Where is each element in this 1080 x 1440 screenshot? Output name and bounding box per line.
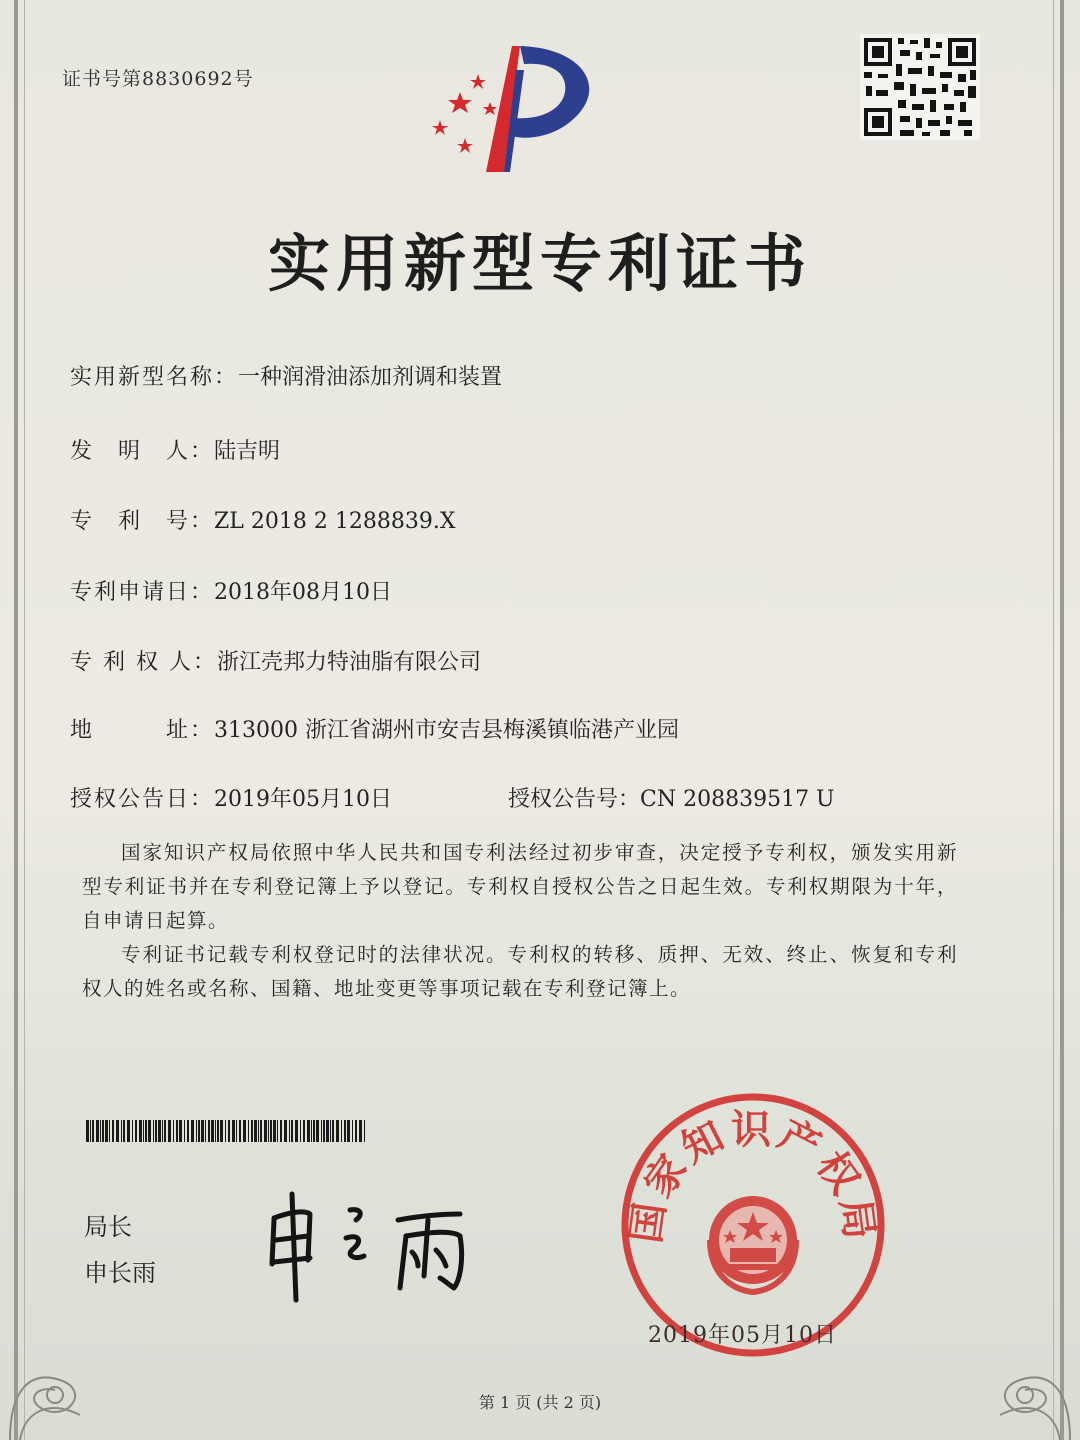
barcode-bar <box>135 1120 137 1142</box>
barcode-bar <box>307 1120 310 1142</box>
barcode-bar <box>196 1120 197 1142</box>
field-label: 发 明 人： <box>70 439 215 464</box>
barcode-bar <box>355 1120 357 1142</box>
barcode-bar <box>198 1120 200 1142</box>
field-inventor <box>70 434 280 465</box>
barcode-bar <box>121 1120 122 1142</box>
barcode-bar <box>187 1120 189 1142</box>
barcode-bar <box>132 1120 133 1142</box>
field-grant-number <box>508 782 835 813</box>
barcode-bar <box>303 1120 305 1142</box>
barcode-bar <box>300 1120 301 1142</box>
barcode-bar <box>208 1120 210 1142</box>
barcode-bar <box>148 1120 151 1142</box>
field-value: 陆吉明 <box>214 439 281 464</box>
barcode-bar <box>155 1120 157 1142</box>
barcode-bar <box>330 1120 331 1142</box>
barcode-bar <box>316 1120 319 1142</box>
barcode-bar <box>264 1120 267 1142</box>
barcode-bar <box>220 1120 223 1142</box>
field-patentee <box>70 645 481 676</box>
barcode-bar <box>228 1120 230 1142</box>
barcode-bar <box>176 1120 178 1142</box>
field-label: 专 利 权 人： <box>70 650 217 675</box>
qr-code-icon <box>860 34 980 140</box>
barcode-bar <box>251 1120 253 1142</box>
barcode-bar <box>254 1120 257 1142</box>
field-value: 313000 浙江省湖州市安吉县梅溪镇临港产业园 <box>214 718 679 743</box>
barcode-bar <box>236 1120 237 1142</box>
barcode-bar <box>173 1120 174 1142</box>
field-address <box>70 713 679 744</box>
barcode-bar <box>90 1120 91 1142</box>
barcode-bar <box>86 1120 89 1142</box>
barcode-bar <box>162 1120 163 1142</box>
barcode-bar <box>96 1120 99 1142</box>
barcode-bar <box>344 1120 346 1142</box>
barcode-bar <box>211 1120 214 1142</box>
barcode-bar <box>270 1120 272 1142</box>
field-filing-date <box>70 575 392 606</box>
barcode-bar <box>153 1120 154 1142</box>
field-patent-number <box>70 504 456 535</box>
field-value: ZL 2018 2 1288839.X <box>214 509 456 534</box>
barcode-bar <box>321 1120 322 1142</box>
barcode-bar <box>100 1120 101 1142</box>
barcode-bar <box>92 1120 94 1142</box>
field-label: 专 利 号： <box>70 509 215 534</box>
barcode-bar <box>116 1120 119 1142</box>
barcode-bar <box>205 1120 206 1142</box>
barcode-bar <box>277 1120 278 1142</box>
barcode-bar <box>273 1120 276 1142</box>
barcode-bar <box>105 1120 108 1142</box>
barcode-bar <box>347 1120 350 1142</box>
certificate-title: 实用新型专利证书 <box>267 227 812 300</box>
barcode-bar <box>112 1120 114 1142</box>
barcode-bar <box>109 1120 110 1142</box>
barcode-bar <box>243 1120 246 1142</box>
barcode-icon <box>86 1120 368 1142</box>
barcode-bar <box>323 1120 325 1142</box>
barcode-bar <box>139 1120 142 1142</box>
cnipa-logo-icon <box>420 40 610 175</box>
barcode-bar <box>168 1120 171 1142</box>
barcode-bar <box>164 1120 166 1142</box>
corner-ornament-left-icon <box>0 1290 110 1440</box>
corner-ornament-right-icon <box>970 1290 1080 1440</box>
barcode-bar <box>260 1120 262 1142</box>
barcode-bar <box>158 1120 161 1142</box>
barcode-bar <box>127 1120 130 1142</box>
field-label: 专利申请日： <box>70 580 215 605</box>
barcode-bar <box>102 1120 104 1142</box>
signatory-title: 局长 <box>84 1213 132 1241</box>
barcode-bar <box>184 1120 185 1142</box>
field-value: 2019年05月10日 <box>214 787 392 812</box>
barcode-bar <box>289 1120 290 1142</box>
barcode-bar <box>332 1120 334 1142</box>
svg-text:国家知识产权局: 国家知识产权局 <box>623 1107 883 1246</box>
page-number: 第 1 页 (共 2 页) <box>478 1393 602 1412</box>
field-utility-model-name <box>70 360 502 391</box>
paragraph-grant-statement: 国家知识产权局依照中华人民共和国专利法经过初步审查，决定授予专利权，颁发实用新型专利证书并在专利登记簿上予以登记。专利权自授权公告之日起生效。专利权期限为十年，自申请日起算。 <box>82 841 958 932</box>
barcode-bar <box>225 1120 226 1142</box>
barcode-bar <box>359 1120 362 1142</box>
field-value: 浙江壳邦力特油脂有限公司 <box>216 650 481 675</box>
barcode-bar <box>191 1120 194 1142</box>
barcode-bar <box>258 1120 259 1142</box>
barcode-bar <box>143 1120 144 1142</box>
barcode-bar <box>123 1120 125 1142</box>
barcode-bar <box>239 1120 241 1142</box>
barcode-bar <box>215 1120 216 1142</box>
handwritten-signature-icon <box>260 1180 510 1310</box>
barcode-bar <box>268 1120 269 1142</box>
barcode-bar <box>145 1120 147 1142</box>
field-label: 授权公告号： <box>508 787 641 812</box>
field-grant-date <box>70 782 392 813</box>
seal-date: 2019年05月10日 <box>648 1323 837 1348</box>
barcode-bar <box>284 1120 287 1142</box>
barcode-bar <box>336 1120 339 1142</box>
barcode-bar <box>291 1120 293 1142</box>
barcode-bar <box>248 1120 249 1142</box>
barcode-bar <box>364 1120 365 1142</box>
field-label: 实用新型名称： <box>70 365 239 390</box>
barcode-bar <box>326 1120 329 1142</box>
barcode-bar <box>341 1120 342 1142</box>
barcode-bar <box>313 1120 315 1142</box>
field-value: 一种润滑油添加剂调和装置 <box>238 365 503 390</box>
barcode-bar <box>311 1120 312 1142</box>
certificate-number: 证书号第8830692号 <box>62 68 254 90</box>
field-value: CN 208839517 U <box>640 787 835 812</box>
barcode-bar <box>295 1120 298 1142</box>
field-value: 2018年08月10日 <box>214 580 392 605</box>
barcode-bar <box>201 1120 204 1142</box>
barcode-bar <box>352 1120 353 1142</box>
signatory-name: 申长雨 <box>84 1259 156 1287</box>
barcode-bar <box>217 1120 219 1142</box>
barcode-bar <box>232 1120 235 1142</box>
field-label: 授权公告日： <box>70 787 215 812</box>
barcode-bar <box>280 1120 282 1142</box>
field-label: 地 址： <box>70 718 215 743</box>
paragraph-legal-status: 专利证书记载专利权登记时的法律状况。专利权的转移、质押、无效、终止、恢复和专利权人的姓名或名称、国籍、地址变更等事项记载在专利登记簿上。 <box>82 943 958 1000</box>
barcode-bar <box>179 1120 182 1142</box>
